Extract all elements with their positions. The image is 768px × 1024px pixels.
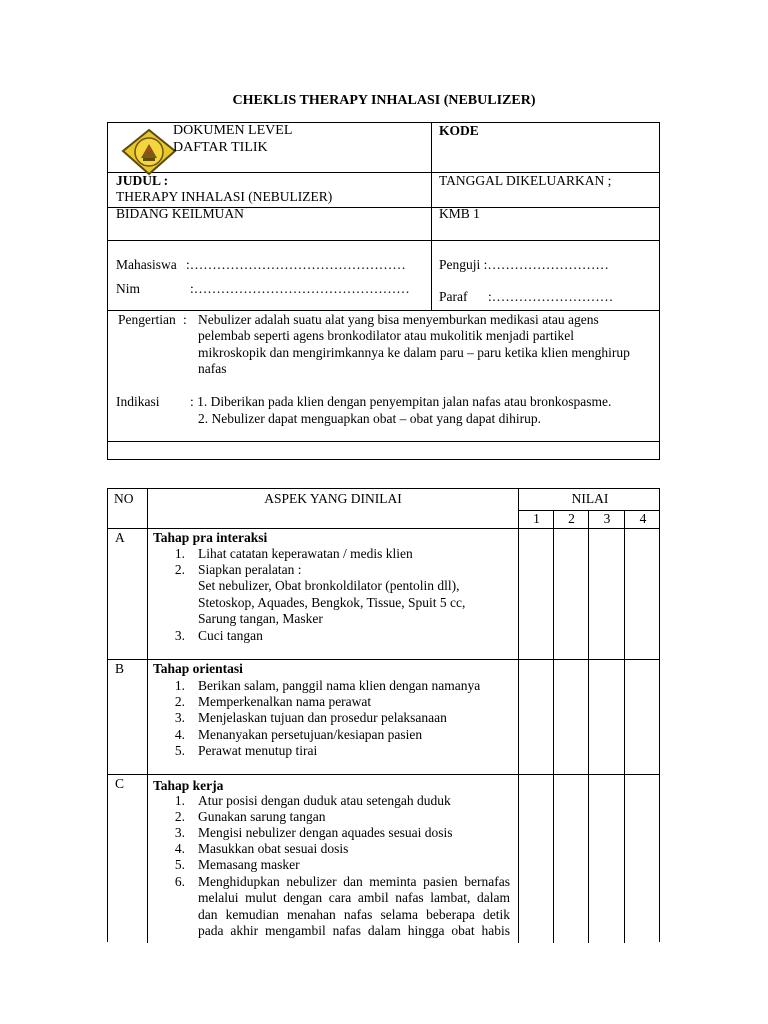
nim-field[interactable]: :………………………………………… xyxy=(190,281,410,296)
header-table xyxy=(107,122,660,460)
list-item: pada akhir mengambil nafas dalam hingga obat habis xyxy=(198,923,510,938)
dokumen-level-value: DAFTAR TILIK xyxy=(173,140,268,155)
divider xyxy=(108,240,659,241)
indikasi-line: 2. Nebulizer dapat menguapkan obat – obat yang dapat dihirup. xyxy=(198,411,542,426)
tanggal-dikeluarkan-label: TANGGAL DIKELUARKAN ; xyxy=(439,173,612,188)
score-column-1: 1 xyxy=(533,511,540,526)
section-code-b: B xyxy=(115,661,125,676)
divider xyxy=(624,510,625,943)
section-title-b: Tahap orientasi xyxy=(153,661,243,676)
list-item: melalui mulut dengan cara ambil nafas lambat, dalam xyxy=(198,890,510,905)
list-item: Memperkenalkan nama perawat xyxy=(198,694,372,709)
section-title-c: Tahap kerja xyxy=(153,778,224,793)
list-item: Menanyakan persetujuan/kesiapan pasien xyxy=(198,727,423,742)
section-code-a: A xyxy=(115,530,125,545)
list-item: Mengisi nebulizer dengan aquades sesuai dosis xyxy=(198,825,453,840)
item-number: 5. xyxy=(174,743,185,758)
divider xyxy=(518,489,519,943)
divider xyxy=(108,774,659,775)
item-number: 1. xyxy=(174,793,185,808)
list-item: Menjelaskan tujuan dan prosedur pelaksanaan xyxy=(198,710,447,725)
divider xyxy=(108,441,659,442)
bidang-keilmuan-label: BIDANG KEILMUAN xyxy=(116,206,244,221)
dokumen-level-label: DOKUMEN LEVEL xyxy=(173,123,293,138)
item-number: 4. xyxy=(174,841,185,856)
section-code-c: C xyxy=(115,776,125,791)
list-item: Sarung tangan, Masker xyxy=(198,611,323,626)
item-number: 1. xyxy=(174,546,185,561)
pengertian-line: nafas xyxy=(198,361,227,376)
document-title: CHEKLIS THERAPY INHALASI (NEBULIZER) xyxy=(232,93,536,108)
list-item: Berikan salam, panggil nama klien dengan namanya xyxy=(198,678,481,693)
item-number: 3. xyxy=(174,825,185,840)
list-item: Cuci tangan xyxy=(198,628,263,643)
item-number: 4. xyxy=(174,727,185,742)
judul-value: THERAPY INHALASI (NEBULIZER) xyxy=(116,189,333,204)
column-header-aspek: ASPEK YANG DINILAI xyxy=(264,491,402,506)
university-logo xyxy=(119,127,179,177)
list-item: Memasang masker xyxy=(198,857,300,872)
kode-label: KODE xyxy=(439,123,479,138)
item-number: 6. xyxy=(174,874,185,889)
section-title-a: Tahap pra interaksi xyxy=(153,530,268,545)
pengertian-line: Nebulizer adalah suatu alat yang bisa menyemburkan medikasi atau agens xyxy=(198,312,599,327)
list-item: Masukkan obat sesuai dosis xyxy=(198,841,349,856)
item-number: 2. xyxy=(174,809,185,824)
nim-label: Nim xyxy=(116,281,141,296)
list-item: Perawat menutup tirai xyxy=(198,743,318,758)
divider xyxy=(553,510,554,943)
pengertian-line: pelembab seperti agens bronkodilator atau mukolitik menjadi partikel xyxy=(198,328,575,343)
item-number: 2. xyxy=(174,694,185,709)
score-column-3: 3 xyxy=(603,511,611,526)
score-column-2: 2 xyxy=(568,511,575,526)
score-column-4: 4 xyxy=(639,511,647,526)
paraf-field[interactable]: :……………………… xyxy=(488,289,614,304)
item-number: 1. xyxy=(174,678,185,693)
divider xyxy=(147,489,148,943)
column-header-nilai: NILAI xyxy=(571,491,609,506)
list-item: Atur posisi dengan duduk atau setengah duduk xyxy=(198,793,451,808)
assessment-table xyxy=(107,488,660,942)
item-number: 5. xyxy=(174,857,185,872)
list-item: Menghidupkan nebulizer dan meminta pasien bernafas xyxy=(198,874,510,889)
list-item: Lihat catatan keperawatan / medis klien xyxy=(198,546,413,561)
paraf-label: Paraf xyxy=(439,289,468,304)
mahasiswa-label: Mahasiswa xyxy=(116,257,177,272)
list-item: Set nebulizer, Obat bronkoldilator (pentolin dll), xyxy=(198,578,460,593)
judul-label: JUDUL : xyxy=(116,173,169,188)
list-item: dan kemudian menahan nafas selama beberapa detik xyxy=(198,907,510,922)
indikasi-line: : 1. Diberikan pada klien dengan penyempitan jalan nafas atau bronkospasme. xyxy=(190,394,612,409)
pengertian-label: Pengertian xyxy=(118,312,176,327)
item-number: 2. xyxy=(174,562,185,577)
item-number: 3. xyxy=(174,710,185,725)
penguji-field[interactable]: Penguji :……………………… xyxy=(439,257,609,272)
item-number: 3. xyxy=(174,628,185,643)
bidang-keilmuan-value: KMB 1 xyxy=(439,206,480,221)
column-header-no: NO xyxy=(114,491,134,506)
pengertian-colon: : xyxy=(183,312,187,327)
pengertian-line: mikroskopik dan mengirimkannya ke dalam paru – paru ketika klien menghirup xyxy=(198,345,630,360)
list-item: Stetoskop, Aquades, Bengkok, Tissue, Spuit 5 cc, xyxy=(198,595,466,610)
divider xyxy=(588,510,589,943)
indikasi-label: Indikasi xyxy=(116,394,160,409)
list-item: Siapkan peralatan : xyxy=(198,562,302,577)
list-item: Gunakan sarung tangan xyxy=(198,809,326,824)
divider xyxy=(108,310,659,311)
mahasiswa-field[interactable]: :………………………………………… xyxy=(186,257,406,272)
divider xyxy=(108,659,659,660)
divider xyxy=(431,123,432,310)
divider xyxy=(108,528,659,529)
